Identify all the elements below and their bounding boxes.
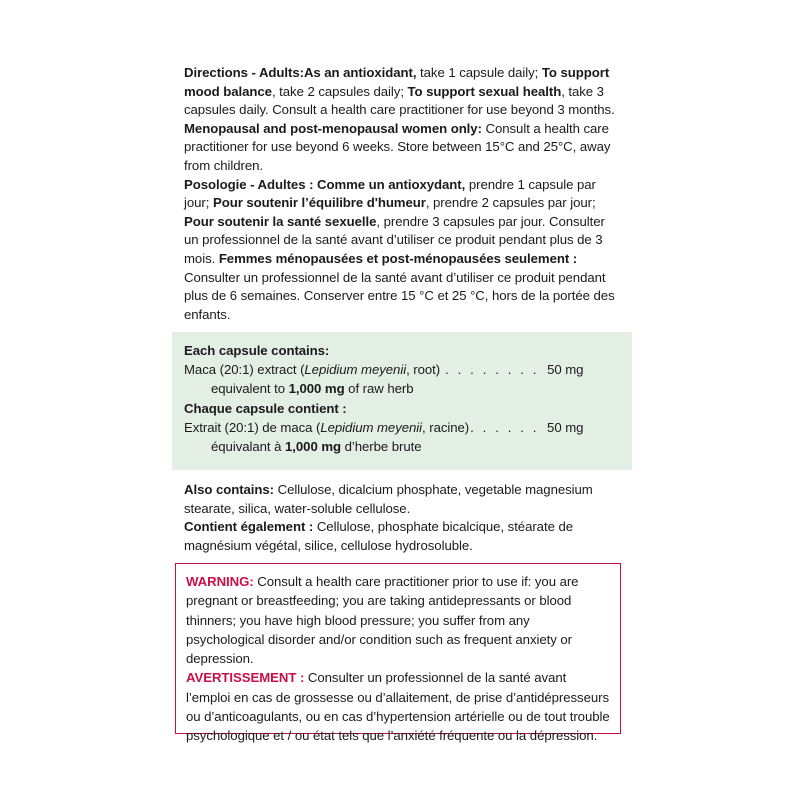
ingredients-en-equivalent-value: 1,000 mg: [288, 381, 345, 397]
ingredients-fr-equivalent-prefix: équivalant à: [211, 439, 286, 455]
directions-french: [184, 176, 618, 325]
directions-english: [184, 64, 618, 176]
ingredients-panel: [172, 332, 632, 470]
ingredients-en-latin: Lepidium meyenii: [304, 362, 407, 378]
ingredients-fr-row: [184, 418, 622, 437]
ingredients-en-part: , root): [406, 362, 441, 378]
ingredients-fr-latin: Lepidium meyenii: [320, 419, 423, 435]
directions-en-menopausal-text: Consult a health care practitioner for use beyond 6 weeks. Store between 15°C and 25°C, away from children.: [184, 120, 611, 173]
ingredients-english: [184, 341, 622, 399]
directions-fr-use3-label: Pour soutenir la santé sexuelle: [184, 213, 377, 229]
ingredients-fr-part: , racine): [422, 419, 470, 435]
directions-en-heading: Directions - Adults:: [184, 65, 304, 80]
ingredients-fr-heading: Chaque capsule contient :: [184, 400, 347, 416]
directions-fr-use2-text: , prendre 2 capsules par jour;: [425, 195, 596, 211]
ingredients-en-equivalent-suffix: of raw herb: [344, 381, 414, 397]
also-contains-fr-text: Cellulose, phosphate bicalcique, stéarate de magnésium végétal, silice, cellulose hydrosoluble.: [184, 519, 573, 553]
also-contains-en-text: Cellulose, dicalcium phosphate, vegetable magnesium stearate, silica, water-soluble cellulose.: [184, 482, 593, 516]
warning-en-label: WARNING:: [186, 574, 254, 589]
directions-en-use2-label: To support mood balance: [184, 65, 610, 99]
directions-en-use1-label: As an antioxidant,: [303, 65, 417, 80]
ingredients-en-amount: 50 mg: [547, 362, 584, 378]
directions-fr-use3-text: , prendre 3 capsules par jour. Consulter un professionnel de la santé avant d’utiliser ce produit pendant plus de 3 mois.: [184, 213, 605, 266]
ingredients-fr-equivalent-suffix: d’herbe brute: [340, 439, 422, 455]
ingredients-fr-equivalent-value: 1,000 mg: [285, 439, 341, 455]
ingredients-fr-name: Extrait (20:1) de maca (: [184, 419, 321, 435]
warning-fr-text: Consulter un professionnel de la santé avant l’emploi en cas de grossesse ou d’allaitement, de prise d’antidépresseurs ou d’anticoagulants, ou en cas d’hypertension artérielle ou de tout trouble psychologique et / ou état tels que l’anxiété fréquente ou la dépression.: [186, 670, 610, 744]
warning-en-text: Consult a health care practitioner prior to use if: you are pregnant or breastfeeding; you are taking antidepressants or blood thinners; you have high blood pressure; you suffer from any psychological disorder and/or condition such as frequent anxiety or depression.: [186, 574, 579, 667]
directions-fr-use2-label: Pour soutenir l’équilibre d'humeur: [212, 195, 426, 211]
directions-fr-use1-label: Comme un antioxydant,: [317, 176, 466, 192]
warning-english: [186, 572, 611, 668]
directions-fr-menopausal-label: Femmes ménopausées et post-ménopausées seulement :: [218, 250, 578, 266]
directions-fr-use1-text: prendre 1 capsule par jour;: [184, 176, 596, 211]
directions-block: [184, 64, 618, 324]
directions-en-use3-label: To support sexual health: [407, 83, 562, 99]
ingredients-en-heading: Each capsule contains:: [184, 343, 330, 358]
also-contains-en-label: Also contains:: [184, 482, 275, 497]
ingredients-fr-leader: . . . . . .: [470, 419, 540, 435]
directions-fr-menopausal-text: Consulter un professionnel de la santé avant d’utiliser ce produit pendant plus de 6 semaines. Conserver entre 15 °C et 25 °C, hors de la portée des enfants.: [184, 269, 615, 322]
warning-fr-label: AVERTISSEMENT :: [186, 670, 305, 686]
directions-fr-heading: Posologie - Adultes :: [184, 176, 314, 192]
warning-box: [175, 563, 621, 744]
ingredients-en-equivalent-prefix: equivalent to: [211, 381, 289, 397]
also-contains-fr-label: Contient également :: [184, 519, 314, 535]
also-contains-english: [184, 481, 624, 518]
ingredients-fr-equivalent: [184, 437, 622, 456]
ingredients-french: [184, 399, 622, 457]
ingredients-en-name: Maca (20:1) extract (: [184, 362, 305, 378]
ingredients-fr-amount: 50 mg: [547, 419, 584, 435]
directions-en-use2-text: , take 2 capsules daily;: [271, 83, 408, 99]
also-contains-block: [184, 481, 624, 555]
directions-en-use3-text: , take 3 capsules daily. Consult a health care practitioner for use beyond 3 months.: [184, 83, 615, 118]
directions-en-menopausal-label: Menopausal and post-menopausal women only:: [184, 120, 482, 136]
ingredients-en-leader: . . . . . . . .: [445, 362, 540, 378]
warning-french: [186, 668, 611, 745]
ingredients-en-equivalent: [184, 379, 622, 398]
directions-en-use1-text: take 1 capsule daily;: [416, 65, 542, 80]
also-contains-french: [184, 518, 624, 555]
ingredients-en-row: [184, 360, 622, 379]
